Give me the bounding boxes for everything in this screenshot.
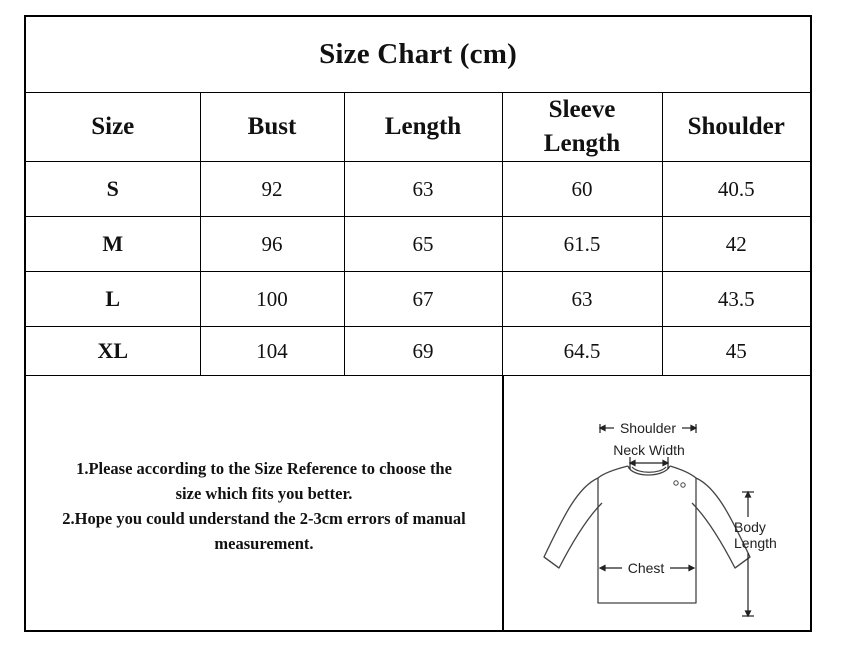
bust-cell: 104 <box>200 327 344 376</box>
size-chart <box>24 15 812 632</box>
shoulder-cell: 43.5 <box>662 272 810 327</box>
shoulder-cell: 40.5 <box>662 162 810 217</box>
size-cell: XL <box>26 327 200 376</box>
notes-text <box>28 456 500 556</box>
chest-label: Chest <box>627 560 665 576</box>
table-row <box>26 327 810 376</box>
table-row <box>26 272 810 327</box>
header-sleeve-line2: Length <box>543 130 621 157</box>
neck-width-label: Neck Width <box>613 442 685 458</box>
size-cell: S <box>26 162 200 217</box>
header-row <box>26 93 810 162</box>
header-sleeve-line1: Sleeve <box>548 96 616 123</box>
sweater-diagram <box>504 375 810 630</box>
body-length-label-1: Body <box>734 519 766 535</box>
header-sleeve-length <box>502 93 662 162</box>
note-line: 1.Please according to the Size Reference to choose the <box>76 458 452 478</box>
shoulder-cell: 42 <box>662 217 810 272</box>
length-cell: 65 <box>344 217 502 272</box>
note-line: 2.Hope you could understand the 2-3cm errors of manual <box>62 508 466 528</box>
title-row <box>26 17 810 93</box>
bust-cell: 92 <box>200 162 344 217</box>
sleeve-cell: 64.5 <box>502 327 662 376</box>
header-shoulder: Shoulder <box>662 93 810 162</box>
shoulder-cell: 45 <box>662 327 810 376</box>
bust-cell: 96 <box>200 217 344 272</box>
measurement-diagram <box>504 375 810 630</box>
header-bust: Bust <box>200 93 344 162</box>
size-table <box>26 93 810 376</box>
header-length: Length <box>344 93 502 162</box>
header-size: Size <box>26 93 200 162</box>
bust-cell: 100 <box>200 272 344 327</box>
sleeve-cell: 61.5 <box>502 217 662 272</box>
note-line: measurement. <box>214 533 314 553</box>
note-line: size which fits you better. <box>175 483 353 503</box>
shoulder-label: Shoulder <box>619 420 677 436</box>
body-length-label-2: Length <box>734 535 777 551</box>
length-cell: 69 <box>344 327 502 376</box>
length-cell: 67 <box>344 272 502 327</box>
size-cell: M <box>26 217 200 272</box>
chart-title: Size Chart (cm) <box>319 38 517 70</box>
notes-panel <box>26 375 502 630</box>
table-row <box>26 217 810 272</box>
length-cell: 63 <box>344 162 502 217</box>
size-cell: L <box>26 272 200 327</box>
sleeve-cell: 60 <box>502 162 662 217</box>
table-row <box>26 162 810 217</box>
sleeve-cell: 63 <box>502 272 662 327</box>
